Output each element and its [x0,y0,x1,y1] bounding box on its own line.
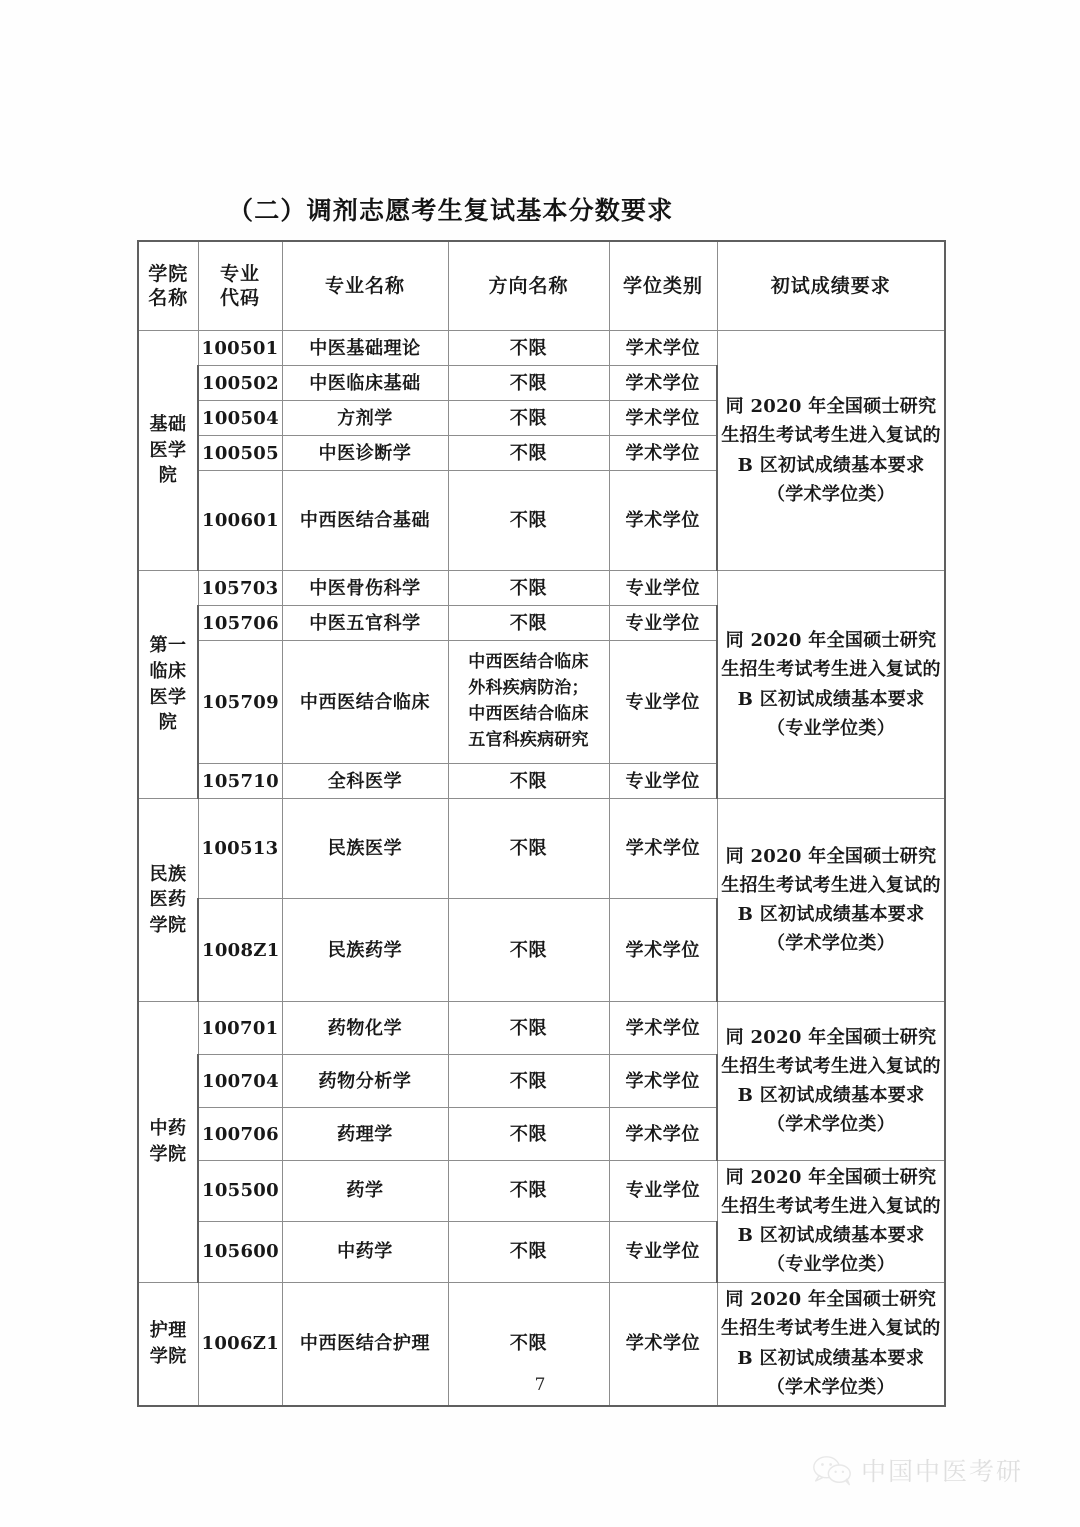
header-degree-type: 学位类别 [609,241,717,331]
major-code-cell: 105706 [198,606,282,641]
college-line: 院 [158,712,178,734]
major-name-cell: 民族医学 [282,799,448,899]
score-requirement-cell: 同 2020 年全国硕士研究生招生考试考生进入复试的 B 区初试成绩基本要求（学术学位类） [717,1282,945,1406]
major-name-cell: 中药学 [282,1221,448,1282]
header-direction-name: 方向名称 [448,241,609,331]
watermark-text: 中国中医考研 [861,1457,1024,1486]
header-major-code [198,241,282,331]
table-header-row [138,241,945,331]
college-line: 学院 [149,1345,187,1367]
college-line: 院 [158,465,178,487]
header-college-line1: 学院 [148,262,189,285]
major-code-cell: 100504 [198,401,282,436]
score-requirement-cell: 同 2020 年全国硕士研究生招生考试考生进入复试的 B 区初试成绩基本要求（学术学位类） [717,799,945,1002]
major-code-cell: 100704 [198,1055,282,1108]
major-code-cell: 100505 [198,436,282,471]
degree-type-cell: 专业学位 [609,764,717,799]
college-line: 第一 [149,635,187,657]
major-code-cell: 100513 [198,799,282,899]
header-score-requirement: 初试成绩要求 [717,241,945,331]
college-line: 医药 [149,889,187,911]
direction-cell: 不限 [448,436,609,471]
wechat-icon [812,1454,852,1486]
college-line: 基础 [149,414,187,436]
degree-type-cell: 学术学位 [609,1108,717,1161]
major-name-cell: 药学 [282,1161,448,1222]
degree-type-cell: 专业学位 [609,1221,717,1282]
major-name-cell: 中医五官科学 [282,606,448,641]
direction-cell: 不限 [448,1221,609,1282]
direction-cell: 不限 [448,899,609,1002]
degree-type-cell: 专业学位 [609,606,717,641]
degree-type-cell: 学术学位 [609,436,717,471]
major-name-cell: 中西医结合护理 [282,1282,448,1406]
table-row [138,331,945,366]
admission-requirements-table [137,240,946,1407]
major-name-cell: 全科医学 [282,764,448,799]
direction-cell: 不限 [448,401,609,436]
direction-cell: 不限 [448,1055,609,1108]
major-code-cell: 1006Z1 [198,1282,282,1406]
header-code-line1: 专业 [219,262,260,285]
major-code-cell: 105710 [198,764,282,799]
college-name-cell [138,571,198,799]
degree-type-cell: 学术学位 [609,401,717,436]
degree-type-cell: 学术学位 [609,1002,717,1055]
degree-type-cell: 学术学位 [609,1282,717,1406]
table-row [138,799,945,899]
degree-type-cell: 学术学位 [609,1055,717,1108]
score-requirement-cell: 同 2020 年全国硕士研究生招生考试考生进入复试的 B 区初试成绩基本要求（专业学位类） [717,1161,945,1283]
header-major-name: 专业名称 [282,241,448,331]
direction-cell: 不限 [448,571,609,606]
page-title: （二）调剂志愿考生复试基本分数要求 [228,196,674,225]
major-name-cell: 中医诊断学 [282,436,448,471]
college-line: 中药 [149,1118,187,1140]
direction-cell [448,641,609,764]
college-name-cell [138,1002,198,1283]
college-line: 护理 [149,1320,187,1342]
major-name-cell: 药物分析学 [282,1055,448,1108]
degree-type-cell: 专业学位 [609,1161,717,1222]
header-code-line2: 代码 [219,287,260,309]
major-name-cell: 中西医结合临床 [282,641,448,764]
major-name-cell: 方剂学 [282,401,448,436]
direction-line: 中西医结合临床 [468,704,589,724]
direction-cell: 不限 [448,1282,609,1406]
degree-type-cell: 专业学位 [609,571,717,606]
major-code-cell: 100701 [198,1002,282,1055]
direction-line: 五官科疾病研究 [468,729,589,750]
direction-cell: 不限 [448,1108,609,1161]
major-code-cell: 105600 [198,1221,282,1282]
degree-type-cell: 学术学位 [609,471,717,571]
admission-table-container [137,240,944,1407]
major-name-cell: 中医骨伤科学 [282,571,448,606]
major-code-cell: 105703 [198,571,282,606]
college-line: 临床 [149,660,187,682]
major-name-cell: 中西医结合基础 [282,471,448,571]
degree-type-cell: 学术学位 [609,899,717,1002]
direction-cell: 不限 [448,1002,609,1055]
major-code-cell: 1008Z1 [198,899,282,1002]
direction-cell: 不限 [448,331,609,366]
header-college-name [138,241,198,331]
major-code-cell: 100706 [198,1108,282,1161]
degree-type-cell: 学术学位 [609,331,717,366]
major-code-cell: 100502 [198,366,282,401]
major-name-cell: 药理学 [282,1108,448,1161]
college-name-cell [138,331,198,571]
major-code-cell: 100501 [198,331,282,366]
college-line: 学院 [149,914,187,936]
direction-cell: 不限 [448,1161,609,1222]
score-requirement-cell: 同 2020 年全国硕士研究生招生考试考生进入复试的 B 区初试成绩基本要求（学术学位类） [717,1002,945,1161]
degree-type-cell: 学术学位 [609,799,717,899]
college-line: 民族 [149,863,187,885]
watermark [812,1452,1023,1488]
college-line: 医学 [149,686,187,708]
major-code-cell: 105500 [198,1161,282,1222]
table-row [138,571,945,606]
table-row [138,1002,945,1055]
direction-cell: 不限 [448,764,609,799]
direction-cell: 不限 [448,471,609,571]
direction-cell: 不限 [448,606,609,641]
major-name-cell: 民族药学 [282,899,448,1002]
degree-type-cell: 专业学位 [609,641,717,764]
direction-cell: 不限 [448,366,609,401]
table-row [138,1161,945,1222]
major-name-cell: 药物化学 [282,1002,448,1055]
direction-line: 外科疾病防治； [468,678,589,699]
direction-cell: 不限 [448,799,609,899]
major-code-cell: 105709 [198,641,282,764]
college-name-cell [138,799,198,1002]
score-requirement-cell: 同 2020 年全国硕士研究生招生考试考生进入复试的 B 区初试成绩基本要求（专业学位类） [717,571,945,799]
major-code-cell: 100601 [198,471,282,571]
college-line: 学院 [149,1143,187,1165]
college-line: 医学 [149,439,187,461]
page-number: 7 [534,1375,546,1395]
score-requirement-cell: 同 2020 年全国硕士研究生招生考试考生进入复试的 B 区初试成绩基本要求（学术学位类） [717,331,945,571]
header-college-line2: 名称 [148,287,189,309]
degree-type-cell: 学术学位 [609,366,717,401]
direction-line: 中西医结合临床 [468,652,589,673]
major-name-cell: 中医基础理论 [282,331,448,366]
major-name-cell: 中医临床基础 [282,366,448,401]
